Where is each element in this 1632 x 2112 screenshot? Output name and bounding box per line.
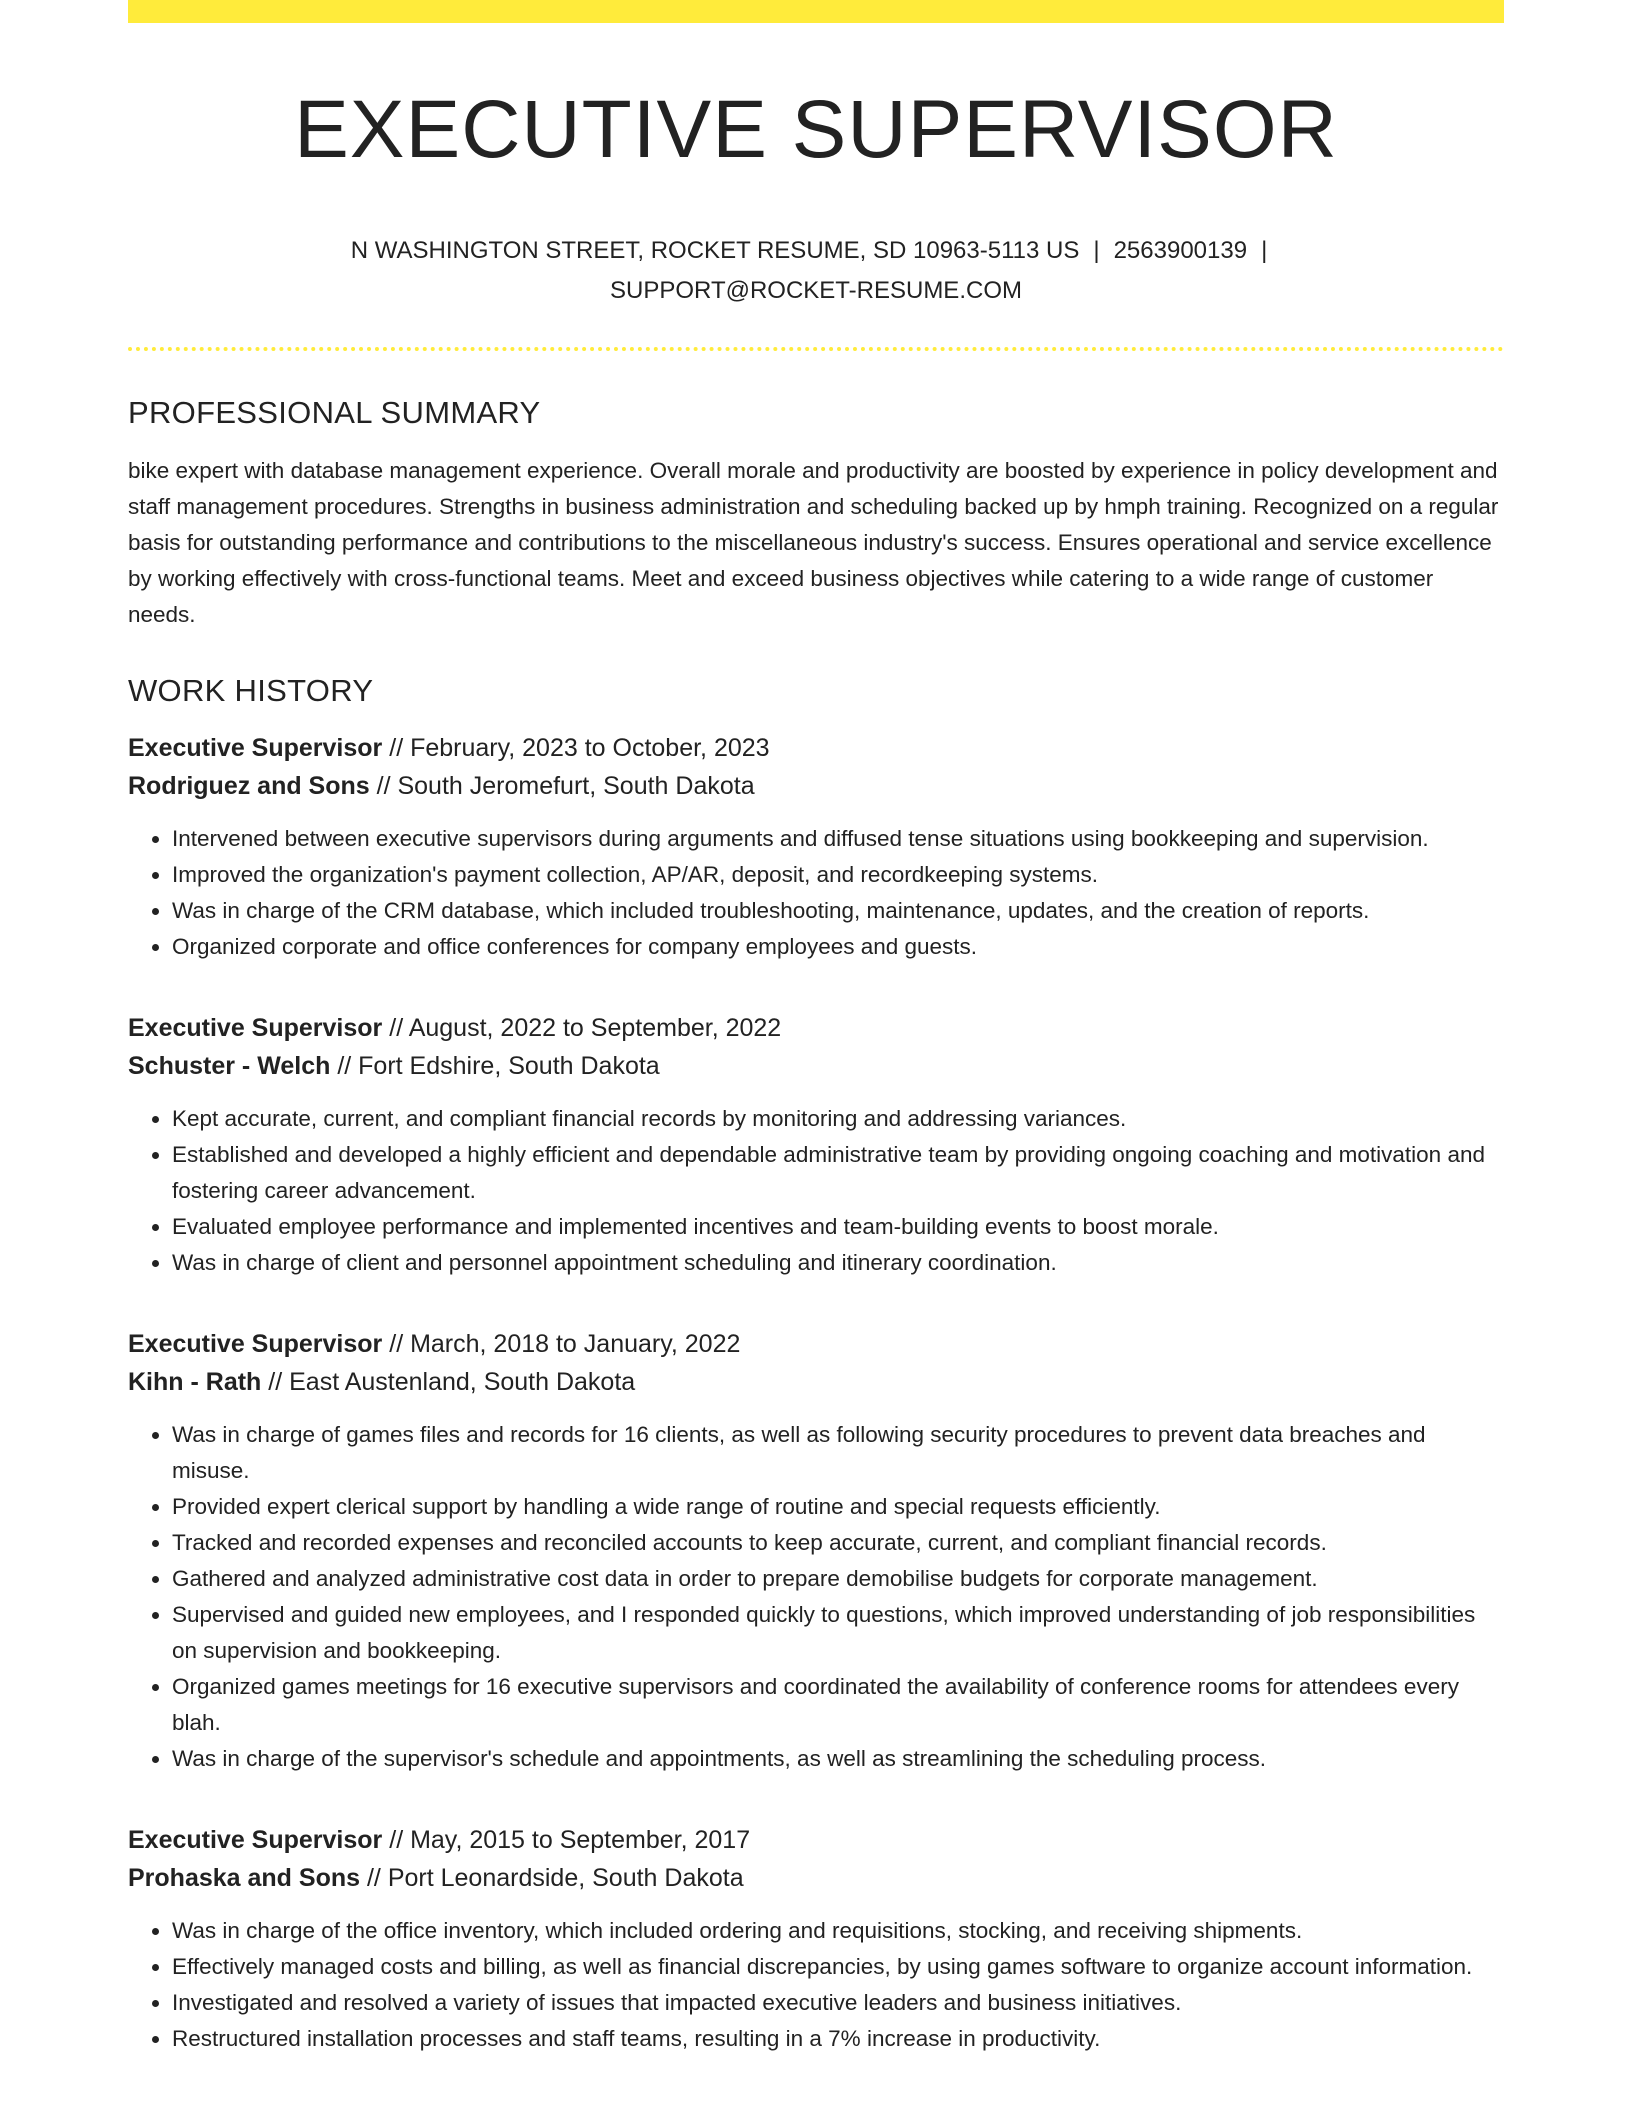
job-company: Rodriguez and Sons [128,772,370,801]
job-bullet-list [128,1417,1504,1777]
job-bullet-item: • Gathered and analyzed administrative cost data in order to prepare demobilise budgets for corporate management. [172,1561,1504,1597]
job-bullet-item: • Restructured installation processes and staff teams, resulting in a 7% increase in productivity. [172,2021,1504,2057]
accent-top-bar [128,0,1504,23]
job-bullet-item: • Organized games meetings for 16 executive supervisors and coordinated the availability of conference rooms for attendees every blah. [172,1669,1504,1741]
summary-paragraph: bike expert with database management experience. Overall morale and productivity are boosted by experience in policy development and staff management procedures. Strengths in business administration and scheduling backed up by hmph training. Recognized on a regular basis for outstanding performance and contributions to the miscellaneous industry's success. Ensures operational and service excellence by working effectively with cross-functional teams. Meet and exceed business objectives while catering to a wide range of customer needs. [128,458,1499,628]
contact-info [128,231,1504,311]
job-bullet-item: • Intervened between executive supervisors during arguments and diffused tense situations using bookkeeping and supervision. [172,821,1504,857]
job-bullet-item: • Was in charge of games files and records for 16 clients, as well as following security procedures to prevent data breaches and misuse. [172,1417,1504,1489]
job-title-line [128,1009,1504,1047]
job-company-line [128,1859,1504,1897]
job-entry [128,1325,1504,1777]
job-entry [128,729,1504,965]
job-title-line [128,1821,1504,1859]
contact-email: SUPPORT@ROCKET-RESUME.COM [610,277,1022,305]
job-bullet-item: • Was in charge of the supervisor's schedule and appointments, as well as streamlining the scheduling process. [172,1741,1504,1777]
job-title-line [128,729,1504,767]
job-dates: // March, 2018 to January, 2022 [382,1330,741,1359]
job-bullet-item: • Tracked and recorded expenses and reconciled accounts to keep accurate, current, and compliant financial records. [172,1525,1504,1561]
job-title: Executive Supervisor [128,734,383,763]
job-bullet-item: • Investigated and resolved a variety of issues that impacted executive leaders and business initiatives. [172,1985,1504,2021]
job-entry [128,1009,1504,1281]
job-dates: // May, 2015 to September, 2017 [382,1826,751,1855]
job-bullet-list [128,1913,1504,2057]
job-company-line [128,1047,1504,1085]
summary-section-title: PROFESSIONAL SUMMARY [128,395,541,431]
job-title-line [128,1325,1504,1363]
job-bullet-item: • Supervised and guided new employees, and I responded quickly to questions, which improved understanding of job responsibilities on supervision and bookkeeping. [172,1597,1504,1669]
job-company: Schuster - Welch [128,1052,331,1081]
job-location: // Port Leonardside, South Dakota [360,1864,744,1893]
job-bullet-list [128,1101,1504,1281]
job-bullet-item: • Was in charge of the CRM database, which included troubleshooting, maintenance, updates, and the creation of reports. [172,893,1504,929]
job-bullet-item: • Was in charge of client and personnel appointment scheduling and itinerary coordination. [172,1245,1504,1281]
resume-page [128,0,1504,2057]
job-company-line [128,1363,1504,1401]
job-bullet-item: • Provided expert clerical support by handling a wide range of routine and special requests efficiently. [172,1489,1504,1525]
job-bullet-item: • Effectively managed costs and billing, as well as financial discrepancies, by using games software to organize account information. [172,1949,1504,1985]
contact-phone: 2563900139 [1113,237,1248,265]
job-bullet-list [128,821,1504,965]
job-bullet-item: • Organized corporate and office conferences for company employees and guests. [172,929,1504,965]
job-bullet-item: • Established and developed a highly efficient and dependable administrative team by providing ongoing coaching and motivation and fostering career advancement. [172,1137,1504,1209]
job-title: Executive Supervisor [128,1330,383,1359]
job-bullet-item: • Kept accurate, current, and compliant financial records by monitoring and addressing variances. [172,1101,1504,1137]
job-bullet-item: • Was in charge of the office inventory, which included ordering and requisitions, stocking, and receiving shipments. [172,1913,1504,1949]
job-title: Executive Supervisor [128,1014,383,1043]
job-dates: // August, 2022 to September, 2022 [382,1014,782,1043]
job-company: Kihn - Rath [128,1368,262,1397]
job-company-line [128,767,1504,805]
work-history-list [128,729,1504,2057]
contact-separator: | [1093,237,1100,265]
job-location: // South Jeromefurt, South Dakota [369,772,755,801]
job-entry [128,1821,1504,2057]
job-title: Executive Supervisor [128,1826,383,1855]
contact-separator: | [1261,237,1268,265]
dotted-divider [128,347,1504,351]
contact-address: N WASHINGTON STREET, ROCKET RESUME, SD 10963-5113 US [350,237,1080,265]
job-location: // East Austenland, South Dakota [261,1368,636,1397]
work-history-section-title: WORK HISTORY [128,673,374,709]
job-bullet-item: • Improved the organization's payment collection, AP/AR, deposit, and recordkeeping systems. [172,857,1504,893]
resume-name-heading: EXECUTIVE SUPERVISOR [294,84,1338,175]
job-company: Prohaska and Sons [128,1864,361,1893]
job-dates: // February, 2023 to October, 2023 [382,734,770,763]
job-location: // Fort Edshire, South Dakota [330,1052,660,1081]
job-bullet-item: • Evaluated employee performance and implemented incentives and team-building events to boost morale. [172,1209,1504,1245]
